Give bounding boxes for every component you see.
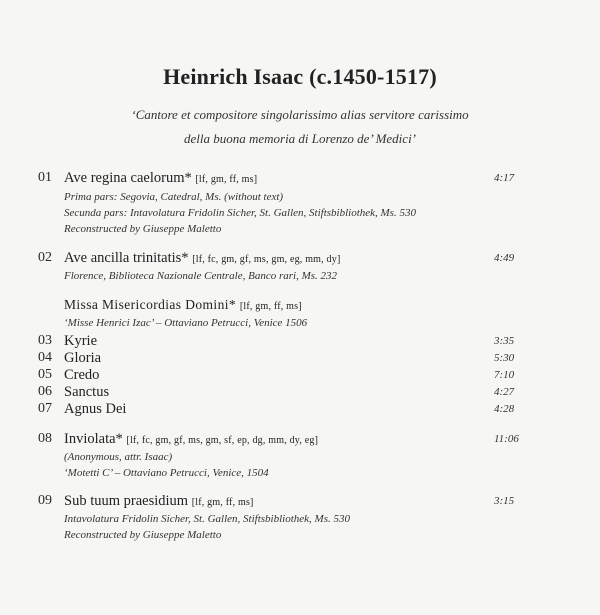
track-number: 05 <box>38 367 52 382</box>
track-duration: 4:27 <box>494 386 515 398</box>
track-voices: [lf, fc, gm, gf, ms, gm, eg, mm, dy] <box>192 254 341 265</box>
track-duration: 7:10 <box>494 369 515 381</box>
track-note: Secunda pars: Intavolatura Fridolin Sicher, St. Gallen, Stiftsbibliothek, Ms. 530 <box>64 207 416 219</box>
track-number: 01 <box>38 170 52 185</box>
track-row-07 <box>0 401 600 421</box>
track-voices: [lf, gm, ff, ms] <box>191 497 254 508</box>
track-title: Credo <box>64 367 100 383</box>
page-title: Heinrich Isaac (c.1450-1517) <box>163 64 437 89</box>
track-number: 06 <box>38 384 52 399</box>
track-title: Kyrie <box>64 333 98 349</box>
track-number: 02 <box>38 250 52 265</box>
track-number: 03 <box>38 333 52 348</box>
mass-voices: [lf, gm, ff, ms] <box>239 301 302 312</box>
track-duration: 4:17 <box>494 172 515 184</box>
track-number: 07 <box>38 401 52 416</box>
mass-title-line <box>64 297 302 313</box>
track-number: 04 <box>38 350 52 365</box>
track-title-line <box>64 431 318 448</box>
track-duration: 4:28 <box>494 403 515 415</box>
track-row-08 <box>0 431 600 451</box>
track-note: Reconstructed by Giuseppe Maletto <box>64 529 222 541</box>
track-note: (Anonymous, attr. Isaac) <box>64 451 173 463</box>
track-duration: 3:35 <box>494 335 515 347</box>
track-note: Intavolatura Fridolin Sicher, St. Gallen, Stiftsbibliothek, Ms. 530 <box>64 513 350 525</box>
track-title: Gloria <box>64 350 102 366</box>
track-note: ‘Motetti C’ – Ottaviano Petrucci, Venice, 1504 <box>64 467 269 479</box>
track-title: Ave regina caelorum* <box>64 170 192 186</box>
track-duration: 11:06 <box>494 433 519 445</box>
track-duration: 5:30 <box>494 352 515 364</box>
mass-source: ‘Misse Henrici Izac’ – Ottaviano Petrucci, Venice 1506 <box>64 317 308 329</box>
track-title: Sanctus <box>64 384 110 400</box>
track-title: Ave ancilla trinitatis* <box>64 250 189 266</box>
track-note: Reconstructed by Giuseppe Maletto <box>64 223 222 235</box>
track-voices: [lf, gm, ff, ms] <box>195 174 258 185</box>
track-title: Sub tuum praesidium <box>64 493 189 509</box>
track-duration: 4:49 <box>494 252 515 264</box>
mass-title: Missa Misericordias Domini* <box>64 297 237 312</box>
track-title-line <box>64 493 254 510</box>
track-title: Agnus Dei <box>64 401 127 417</box>
subtitle-line-1: ‘Cantore et compositore singolarissimo alias servitore carissimo <box>131 107 469 122</box>
track-number: 08 <box>38 431 52 446</box>
track-note: Prima pars: Segovia, Catedral, Ms. (without text) <box>64 191 284 203</box>
track-voices: [lf, fc, gm, gf, ms, gm, sf, ep, dg, mm, dy, eg] <box>126 435 319 446</box>
subtitle-line-2: della buona memoria di Lorenzo de’ Medici’ <box>183 131 417 146</box>
track-note: Florence, Biblioteca Nazionale Centrale, Banco rari, Ms. 232 <box>64 270 338 282</box>
track-duration: 3:15 <box>494 495 515 507</box>
track-title-line <box>64 250 340 267</box>
track-title-line <box>64 170 257 187</box>
track-row-02 <box>0 250 600 270</box>
track-row-09 <box>0 493 600 513</box>
track-row-01 <box>0 170 600 190</box>
track-title: Inviolata* <box>64 431 123 447</box>
track-number: 09 <box>38 493 52 508</box>
